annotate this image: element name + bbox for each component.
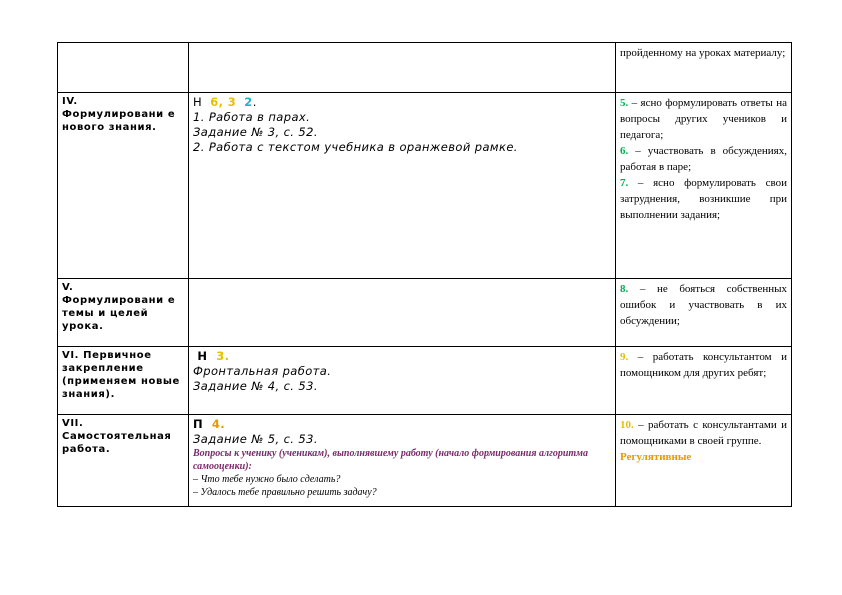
work-numbers: 4. [211,417,226,431]
results-cell [616,415,792,507]
result-number: 10. [620,419,634,431]
stage-number: IV. [62,96,78,107]
result-text: – участвовать в обсуждениях, работая в паре; [620,145,787,173]
work-head [193,95,611,110]
work-numbers: 3. [216,349,230,363]
result-text: – ясно формулировать свои затруднения, возникшие при выполнении задания; [620,177,787,221]
stage-cell [58,43,189,93]
result-number: 5. [620,97,629,109]
table-row [58,415,792,507]
results-cell [616,279,792,347]
results-cell [616,347,792,415]
questions-title: Вопросы к ученику (ученикам), выполнявшему работу (начало формирования алгоритма самооценки): [193,448,589,472]
result-number: 9. [620,351,629,363]
results-cell [616,93,792,279]
work-line: Задание № 3, с. 52. [193,125,318,139]
table-row [58,347,792,415]
work-line: Задание № 5, с. 53. [193,432,318,446]
work-number-2: 2 [244,95,253,109]
result-text: – не бояться собственных ошибок и участвовать в их обсуждении; [620,283,787,327]
work-letter: Н [193,95,203,109]
work-head [193,349,611,364]
question-line: – Удалось тебе правильно решить задачу? [193,487,377,498]
work-cell [189,93,616,279]
result-item [620,349,787,381]
stage-cell [58,279,189,347]
result-number: 7. [620,177,629,189]
work-letter: Н [197,349,208,363]
table-row [58,43,792,93]
work-line: 1. Работа в парах. [193,110,311,124]
work-line: Задание № 4, с. 53. [193,379,318,393]
stage-title: Формулировани е нового знания. [62,109,176,133]
result-item [620,175,787,223]
work-cell [189,347,616,415]
result-number: 6. [620,145,629,157]
stage-title: Первичное закрепление (применяем новые знания). [62,350,180,400]
work-cell [189,43,616,93]
work-numbers: 6, 3 [210,95,237,109]
result-number: 8. [620,283,629,295]
question-line: – Что тебе нужно было сделать? [193,474,341,485]
stage-cell [58,415,189,507]
stage-cell [58,93,189,279]
table-row [58,279,792,347]
stage-number: V. [62,282,74,293]
work-head [193,417,611,432]
result-text: – работать консультантом и помощником для других ребят; [620,351,787,379]
regulative-label: Регулятивные [620,451,692,463]
stage-number: VI. [62,350,80,361]
result-text: – ясно формулировать ответы на вопросы других учеников и педагога; [620,97,787,141]
lesson-table [57,42,792,507]
stage-title: Формулировани е темы и целей урока. [62,295,176,332]
work-cell [189,279,616,347]
table-row [58,93,792,279]
work-line: 2. Работа с текстом учебника в оранжевой рамке. [193,140,518,154]
results-cell [616,43,792,93]
stage-title: Самостоятельная работа. [62,431,172,455]
result-item [620,95,787,143]
work-letter: П [193,417,204,431]
work-dot: . [252,95,257,109]
stage-cell [58,347,189,415]
result-item [620,417,787,449]
work-cell [189,415,616,507]
result-text: – работать с консультантами и помощниками в своей группе. [620,419,787,447]
stage-number: VII. [62,418,84,429]
result-text: пройденному на уроках материалу; [620,47,786,59]
result-item [620,281,787,329]
result-item [620,143,787,175]
work-line: Фронтальная работа. [193,364,332,378]
